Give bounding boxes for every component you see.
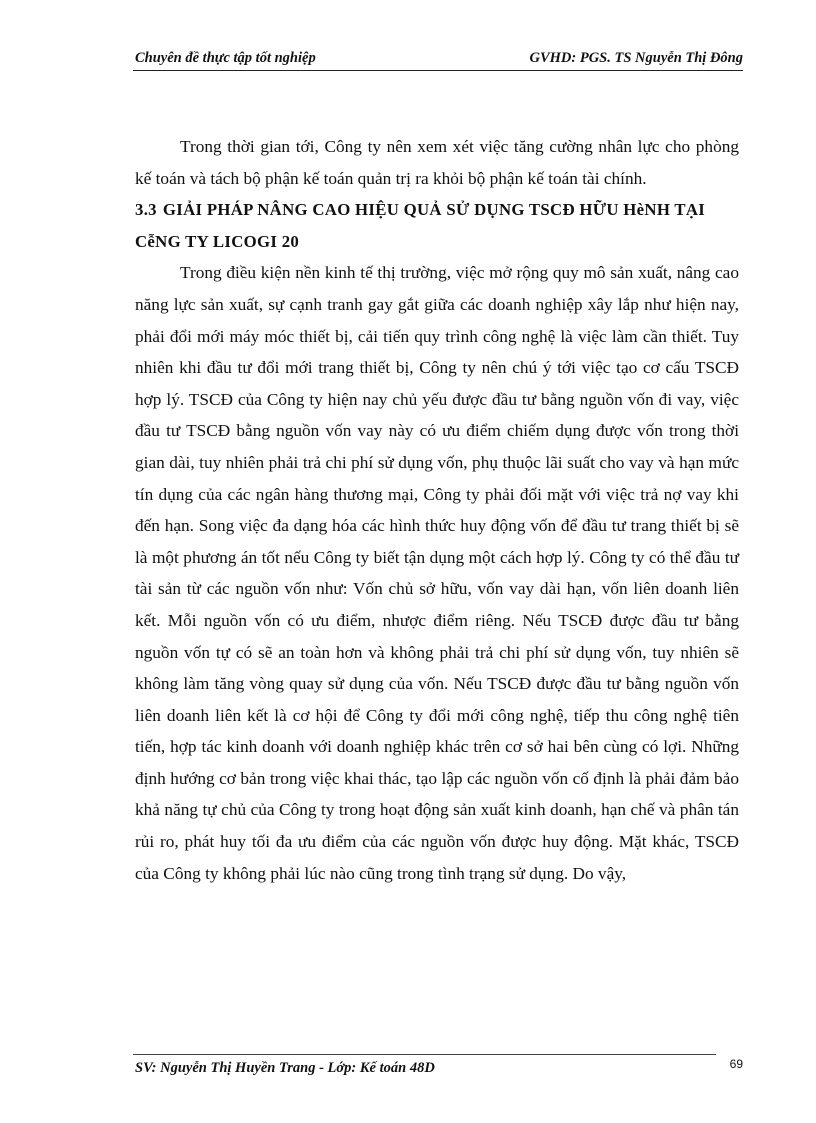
footer-divider xyxy=(133,1054,716,1055)
section-heading xyxy=(135,194,739,257)
page-body xyxy=(135,131,739,889)
section-title: GIẢI PHÁP NÂNG CAO HIỆU QUẢ SỬ DỤNG TSCĐ HỮU HèNH TẠI CễNG TY LICOGI 20 xyxy=(135,200,706,251)
paragraph-intro: Trong thời gian tới, Công ty nên xem xét việc tăng cường nhân lực cho phòng kế toán và tách bộ phận kế toán quản trị ra khỏi bộ phận kế toán tài chính. xyxy=(135,137,739,188)
header-document-type: Chuyên đề thực tập tốt nghiệp xyxy=(135,50,316,66)
section-number: 3.3 xyxy=(135,200,157,220)
footer-student-info: SV: Nguyễn Thị Huyền Trang - Lớp: Kế toán 48D xyxy=(135,1060,435,1076)
header-supervisor: GVHD: PGS. TS Nguyễn Thị Đông xyxy=(529,50,743,66)
page-header xyxy=(133,48,743,71)
page-number: 69 xyxy=(729,1057,743,1071)
paragraph-main: Trong điều kiện nền kinh tế thị trường, việc mở rộng quy mô sản xuất, nâng cao năng lực sản xuất, sự cạnh tranh gay gắt giữa các doanh nghiệp xây lắp như hiện nay, phải đổi mới máy móc thiết bị, cải tiến quy trình công nghệ là việc làm cần thiết. Tuy nhiên khi đầu tư đổi mới trang thiết bị, Công ty nên chú ý tới việc tạo cơ cấu TSCĐ hợp lý. TSCĐ của Công ty hiện nay chủ yếu được đầu tư bằng nguồn vốn đi vay, việc đầu tư TSCĐ bằng nguồn vốn vay này có ưu điểm chiếm dụng được vốn trong thời gian dài, tuy nhiên phải trả chi phí sử dụng vốn, phụ thuộc lãi suất cho vay và hạn mức tín dụng của các ngân hàng thương mại, Công ty phải đối mặt với việc trả nợ vay khi đến hạn. Song việc đa dạng hóa các hình thức huy động vốn để đầu tư trang thiết bị sẽ là một phương án tốt nếu Công ty biết tận dụng một cách hợp lý. Công ty có thể đầu tư tài sản từ các nguồn vốn như: Vốn chủ sở hữu, vốn vay dài hạn, vốn liên doanh liên kết. Mỗi nguồn vốn có ưu điểm, nhược điểm riêng. Nếu TSCĐ được đầu tư bằng nguồn vốn tự có sẽ an toàn hơn và không phải trả chi phí sử dụng vốn, tuy nhiên sẽ không làm tăng vòng quay sử dụng của vốn. Nếu TSCĐ được đầu tư bằng nguồn vốn liên doanh liên kết là cơ hội để Công ty đổi mới công nghệ, tiếp thu công nghệ tiên tiến, hợp tác kinh doanh với doanh nghiệp khác trên cơ sở hai bên cùng có lợi. Những định hướng cơ bản trong việc khai thác, tạo lập các nguồn vốn cố định là phải đảm bảo khả năng tự chủ của Công ty trong hoạt động sản xuất kinh doanh, hạn chế và phân tán rủi ro, phát huy tối đa ưu điểm của các nguồn vốn được huy động. Mặt khác, TSCĐ của Công ty không phải lúc nào cũng trong tình trạng sử dụng. Do vậy, xyxy=(135,263,739,883)
page-footer xyxy=(133,1048,743,1088)
